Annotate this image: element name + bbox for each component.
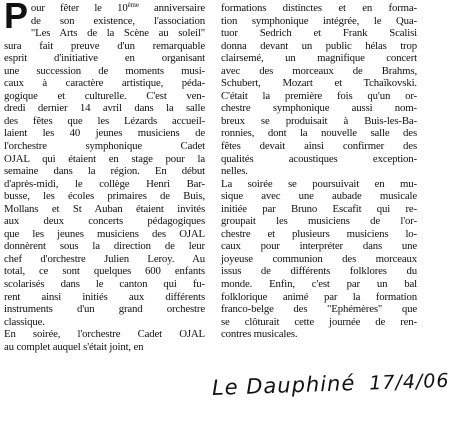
article-line: ronnies, dont la nouvelle salle des — [221, 127, 417, 140]
article-line: aux deux concerts pédagogiques — [4, 215, 205, 228]
signature-date: 17/4/06 — [368, 369, 450, 395]
drop-cap: P — [4, 0, 28, 36]
article-line: qualités acoustiques exception- — [221, 152, 417, 165]
article-line: tuor Sedrich et Frank Scalisi — [221, 27, 417, 40]
article-line: donna devant un public hélas trop — [221, 39, 417, 52]
article-line: laient les 40 jeunes musiciens de — [4, 127, 205, 140]
article-line: chestre symphonique aussi nom- — [221, 102, 417, 115]
article-line: donnèrent sous la direction de leur — [4, 240, 205, 253]
article-line: fêtes devait ainsi confirmer des — [221, 140, 417, 153]
article-line: chef d'orchestre Julien Leroy. Au — [4, 252, 205, 265]
article-line: au complet auquel s'était joint, en — [4, 340, 144, 353]
article-line: "Les Arts de la Scène au soleil" — [30, 27, 205, 40]
article-line: issus de différents folklores du — [221, 265, 417, 278]
article-line: franco-belge des "Ephémères" que — [221, 303, 417, 316]
article-line: instruments d'un grand orchestre — [4, 303, 205, 316]
article-line: total, ce sont quelques 600 enfants — [4, 265, 205, 278]
article-line: Schubert, Mozart et Tchaïkovski. — [221, 77, 417, 90]
article-line: de son existence, l'association — [30, 14, 205, 27]
article-line: busse, les écoles primaires de Buis, — [4, 190, 205, 203]
article-line: esprit d'initiative en organisant — [4, 52, 205, 65]
article-line: Mollans et St Auban étaient invités — [4, 202, 205, 215]
article-line: sura fait preuve d'un remarquable — [4, 39, 205, 52]
article-line: une succession de moments musi- — [4, 64, 205, 77]
article-line-first-tail: anniversaire — [138, 2, 205, 14]
signature-source: Le Dauphiné — [211, 371, 356, 400]
article-column-left — [4, 2, 205, 353]
article-line: chestre et plusieurs musiciens lo- — [221, 227, 417, 240]
article-line: monde. Enfin, c'est par un bal — [221, 278, 417, 291]
article-line: joyeuse communion des morceaux — [221, 252, 417, 265]
handwritten-source-signature — [211, 369, 450, 400]
article-line: rent ainsi initiés aux différents — [4, 290, 205, 303]
article-line: sique avec une aubade musicale — [221, 190, 417, 203]
article-line: OJAL qui étaient en stage pour la — [4, 152, 205, 165]
article-line: classique. — [4, 315, 45, 328]
article-line: caux à caractère artistique, péda- — [4, 77, 205, 90]
article-line: que les jeunes musiciens des OJAL — [4, 227, 205, 240]
article-column-right — [221, 2, 417, 341]
article-line: l'orchestre symphonique Cadet — [4, 140, 205, 153]
article-line: tion symphonique intégrée, le Qua- — [221, 14, 417, 27]
article-line: avec des morceaux de Brahms, — [221, 64, 417, 77]
article-line: formations distinctes et en forma- — [221, 2, 417, 14]
article-line: se clôturait cette journée de ren- — [221, 315, 417, 328]
article-line: dredi dernier 14 avril dans la salle — [4, 102, 205, 115]
article-line: La soirée se poursuivait en mu- — [221, 177, 417, 190]
article-line: semaine dans la région. En début — [4, 165, 205, 178]
article-line: nelles. — [221, 165, 248, 178]
article-line: des fêtes que les Lézards accueil- — [4, 114, 205, 127]
article-line: initiée par Bruno Escafit qui re- — [221, 202, 417, 215]
article-line: breux se produisait à Buis-les-Ba- — [221, 114, 417, 127]
article-line-first — [4, 2, 205, 15]
article-line: contres musicales. — [221, 328, 298, 341]
article-line: scolarisés dans le canton qui fu- — [4, 278, 205, 291]
article-line: caux pour interpréter dans une — [221, 240, 417, 253]
article-line-first-text: our fêter le 10 — [30, 2, 128, 14]
article-line: d'après-midi, le collège Henri Bar- — [4, 177, 205, 190]
article-line: En soirée, l'orchestre Cadet OJAL — [4, 328, 205, 341]
article-line: folklorique animé par la formation — [221, 290, 417, 303]
article-line: gogique et culturelle. C'est ven- — [4, 89, 205, 102]
article-line: groupait les musiciens de l'or- — [221, 215, 417, 228]
article-line: clairsemé, un magnifique concert — [221, 52, 417, 65]
article-line: C'était la première fois qu'un or- — [221, 89, 417, 102]
superscript-ordinal: ème — [127, 1, 139, 9]
